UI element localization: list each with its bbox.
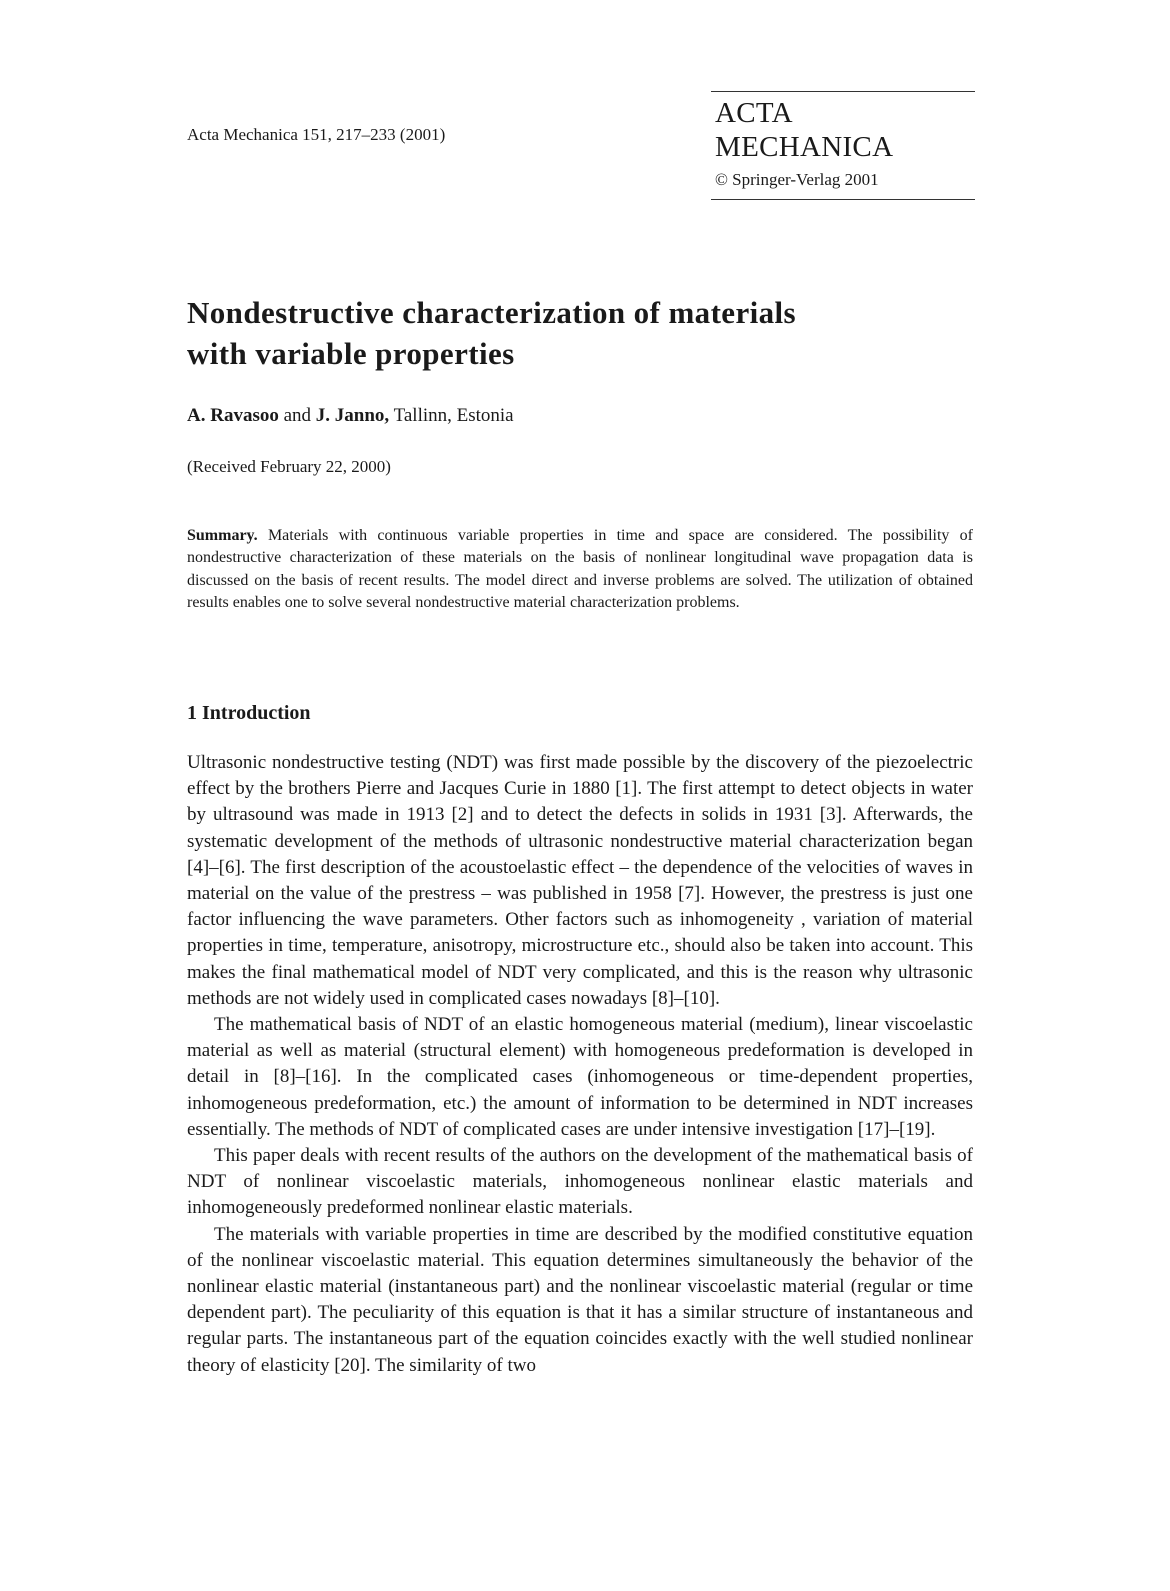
journal-copyright: © Springer-Verlag 2001 [715,170,879,189]
paragraph: The materials with variable properties in time are described by the modified constitutive equation of the nonlinear viscoelastic material. This equation determines simultaneously the behavior of the nonlinear elastic material (instantaneous part) and the nonlinear viscoelastic material (regular or time dependent part). The peculiarity of this equation is that it has a similar structure of instantaneous and regular parts. The instantaneous part of the equation coincides exactly with the well studied nonlinear theory of elasticity [20]. The similarity of two [187,1223,973,1376]
title-line-2: with variable properties [187,336,515,371]
author-line [187,405,514,427]
journal-citation: Acta Mechanica 151, 217–233 (2001) [187,125,446,144]
section-heading: 1 Introduction [187,702,311,724]
title-line-1: Nondestructive characterization of materials [187,295,797,330]
journal-masthead [711,91,975,200]
author-conjunction: and [278,405,316,426]
journal-name: ACTA MECHANICA [715,97,894,163]
summary-text: Materials with continuous variable properties in time and space are considered. The possibility of nondestructive characterization of these materials on the basis of nonlinear longitudinal wave propagation data is discussed on the basis of recent results. The model direct and inverse problems are solved. The utilization of obtained results enables one to solve several nondestructive material characterization problems. [187,527,973,612]
paragraph: The mathematical basis of NDT of an elastic homogeneous material (medium), linear viscoelastic material as well as material (structural element) with homogeneous predeformation is developed in detail in [8]–[16]. In the complicated cases (inhomogeneous or time-dependent properties, inhomogeneous predeformation, etc.) the amount of information to be determined in NDT increases essentially. The methods of NDT of complicated cases are under intensive investigation [17]–[19]. [187,1014,973,1140]
masthead-bottom-rule [711,199,975,200]
author-2: J. Janno, [315,405,390,426]
section-body [187,750,973,1379]
paragraph: Ultrasonic nondestructive testing (NDT) was first made possible by the discovery of the piezoelectric effect by the brothers Pierre and Jacques Curie in 1880 [1]. The first attempt to detect objects in water by ultrasound was made in 1913 [2] and to detect the defects in solids in 1931 [3]. Afterwards, the systematic development of the methods of ultrasonic nondestructive material characterization began [4]–[6]. The first description of the acoustoelastic effect – the dependence of the velocities of waves in material on the value of the prestress – was published in 1958 [7]. However, the prestress is just one factor influencing the wave parameters. Other factors such as inhomogeneity , variation of material properties in time, temperature, anisotropy, microstructure etc., should also be taken into account. This makes the final mathematical model of NDT very complicated, and this is the reason why ultrasonic methods are not widely used in complicated cases nowadays [8]–[10]. [187,752,973,1009]
summary [187,525,973,615]
author-1: A. Ravasoo [187,405,279,426]
received-date: (Received February 22, 2000) [187,457,391,476]
article-title [187,292,1007,374]
paragraph: This paper deals with recent results of the authors on the development of the mathematical basis of NDT of nonlinear viscoelastic materials, inhomogeneous nonlinear elastic materials and inhomogeneously predeformed nonlinear elastic materials. [187,1145,973,1219]
masthead-top-rule [711,91,975,92]
author-affiliation: Tallinn, Estonia [389,405,514,426]
summary-label: Summary. [187,527,258,544]
